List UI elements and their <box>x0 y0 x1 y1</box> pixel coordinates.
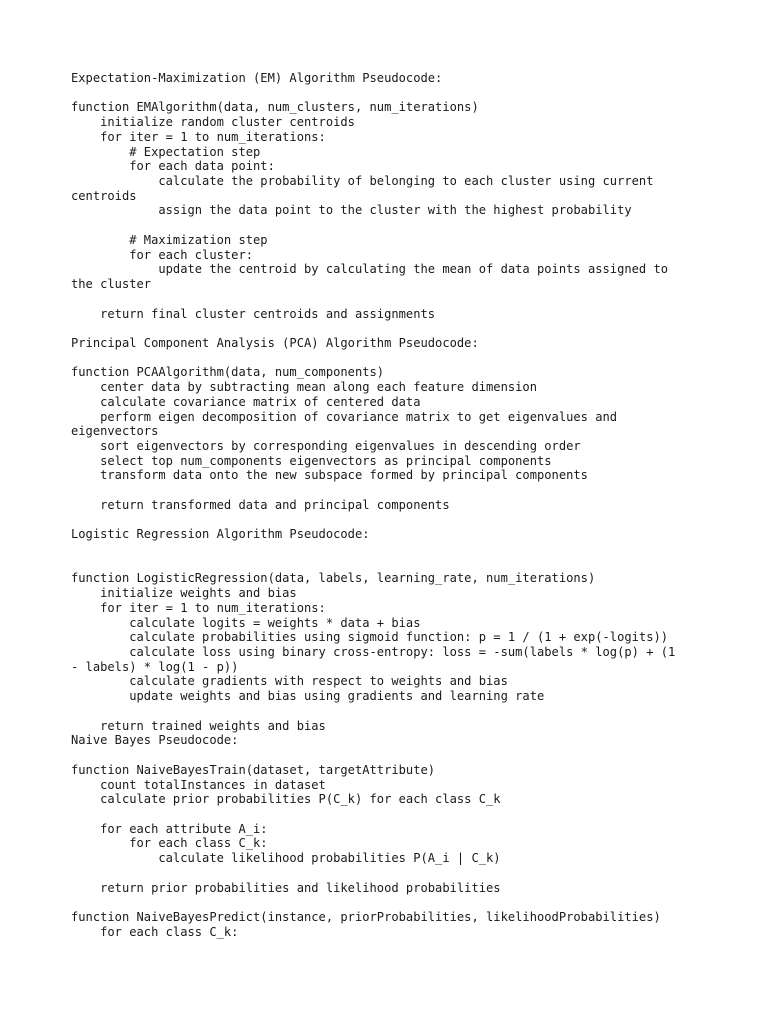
text-line: for each class C_k: <box>71 924 239 939</box>
text-line: for each class C_k: <box>71 836 268 851</box>
text-line: the cluster <box>71 277 152 292</box>
text-line: function NaiveBayesTrain(dataset, targetAttribute) <box>71 762 436 777</box>
text-line: count totalInstances in dataset <box>71 777 326 792</box>
text-line: return trained weights and bias <box>71 718 326 733</box>
text-line <box>71 86 711 101</box>
text-line: for each cluster: <box>71 247 254 262</box>
text-line: calculate logits = weights * data + bias <box>71 615 421 630</box>
text-line <box>71 513 711 528</box>
text-line <box>71 351 711 366</box>
text-line: for each attribute A_i: <box>71 821 268 836</box>
text-line: Principal Component Analysis (PCA) Algorithm Pseudocode: <box>71 335 479 350</box>
text-line: sort eigenvectors by corresponding eigenvalues in descending order <box>71 438 581 453</box>
text-line <box>71 321 711 336</box>
text-line: calculate probabilities using sigmoid function: p = 1 / (1 + exp(-logits)) <box>71 630 669 645</box>
text-line: return prior probabilities and likelihood probabilities <box>71 880 501 895</box>
text-line: Naive Bayes Pseudocode: <box>71 733 239 748</box>
text-line <box>71 542 711 557</box>
text-line: calculate prior probabilities P(C_k) for each class C_k <box>71 792 501 807</box>
text-line <box>71 704 711 719</box>
text-line: Logistic Regression Algorithm Pseudocode: <box>71 527 370 542</box>
text-line <box>71 483 711 498</box>
text-line: function NaiveBayesPredict(instance, priorProbabilities, likelihoodProbabilities) <box>71 909 661 924</box>
text-line: calculate likelihood probabilities P(A_i | C_k) <box>71 851 501 866</box>
text-line <box>71 557 711 572</box>
text-line <box>71 807 711 822</box>
text-line: for iter = 1 to num_iterations: <box>71 600 326 615</box>
text-line: function LogisticRegression(data, labels, learning_rate, num_iterations) <box>71 571 596 586</box>
text-line: Expectation-Maximization (EM) Algorithm Pseudocode: <box>71 71 443 85</box>
text-line <box>71 292 711 307</box>
text-line: for iter = 1 to num_iterations: <box>71 129 326 144</box>
text-line: function EMAlgorithm(data, num_clusters, num_iterations) <box>71 100 479 115</box>
text-line: return transformed data and principal components <box>71 497 450 512</box>
text-line <box>71 866 711 881</box>
text-line: update weights and bias using gradients and learning rate <box>71 689 545 704</box>
text-line: return final cluster centroids and assignments <box>71 306 436 321</box>
text-line <box>71 748 711 763</box>
text-line: calculate the probability of belonging to each cluster using current <box>71 174 654 189</box>
text-line: initialize random cluster centroids <box>71 115 355 130</box>
text-line: perform eigen decomposition of covariance matrix to get eigenvalues and <box>71 409 618 424</box>
text-line: calculate covariance matrix of centered data <box>71 394 421 409</box>
text-line <box>71 218 711 233</box>
text-line: initialize weights and bias <box>71 586 297 601</box>
text-line: calculate loss using binary cross-entropy: loss = -sum(labels * log(p) + (1 <box>71 645 676 660</box>
text-line: transform data onto the new subspace formed by principal components <box>71 468 588 483</box>
text-line: centroids <box>71 188 137 203</box>
pseudocode-text-block <box>71 71 711 939</box>
text-line: for each data point: <box>71 159 275 174</box>
text-line: - labels) * log(1 - p)) <box>71 659 239 674</box>
text-line: function PCAAlgorithm(data, num_components) <box>71 365 385 380</box>
text-line: update the centroid by calculating the mean of data points assigned to <box>71 262 669 277</box>
text-line: assign the data point to the cluster with the highest probability <box>71 203 632 218</box>
text-line: # Expectation step <box>71 144 261 159</box>
text-line <box>71 895 711 910</box>
text-line: center data by subtracting mean along each feature dimension <box>71 380 537 395</box>
text-line: calculate gradients with respect to weights and bias <box>71 674 508 689</box>
text-line: select top num_components eigenvectors as principal components <box>71 453 552 468</box>
text-line: # Maximization step <box>71 232 268 247</box>
text-line: eigenvectors <box>71 424 159 439</box>
